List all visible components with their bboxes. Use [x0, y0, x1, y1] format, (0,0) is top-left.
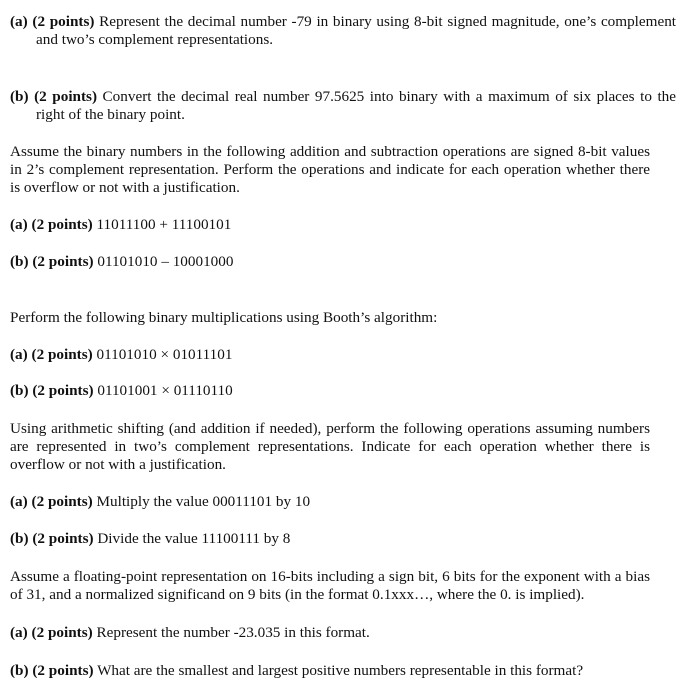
question-1b	[10, 88, 676, 124]
question-label: (a)	[10, 624, 28, 641]
question-label: (a)	[10, 216, 28, 233]
question-2b	[10, 253, 650, 271]
question-points: (2 points)	[31, 493, 93, 510]
question-label: (b)	[10, 253, 29, 270]
question-points: (2 points)	[31, 346, 93, 363]
question-text: Multiply the value 00011101 by 10	[96, 493, 311, 510]
question-points: (2 points)	[32, 530, 94, 547]
section-5-intro: Assume a floating-point representation on 16-bits including a sign bit, 6 bits for the exponent with a bias of 31, and a normalized significand on 9 bits (in the format 0.1xxx…, where the 0. is implied).	[10, 568, 650, 603]
question-points: (2 points)	[32, 382, 94, 399]
question-text: What are the smallest and largest positive numbers representable in this format?	[97, 662, 584, 679]
question-points: (2 points)	[32, 13, 95, 30]
question-label: (b)	[10, 88, 29, 105]
question-5a	[10, 624, 650, 642]
question-2a	[10, 216, 650, 234]
question-3b	[10, 382, 650, 400]
question-text: 11011100 + 11100101	[96, 216, 232, 233]
section-4-intro: Using arithmetic shifting (and addition if needed), perform the following operations assuming numbers are represented in two’s complement representations. Indicate for each operation whether there is overflow or not with a justification.	[10, 420, 650, 473]
section-2-intro: Assume the binary numbers in the following addition and subtraction operations are signed 8-bit values in 2’s complement representation. Perform the operations and indicate for each operation whether there is overflow or not with a justification.	[10, 143, 650, 196]
question-5b	[10, 662, 650, 680]
question-points: (2 points)	[31, 216, 93, 233]
question-label: (b)	[10, 382, 29, 399]
question-points: (2 points)	[32, 662, 94, 679]
question-text: 01101001 × 01110110	[97, 382, 233, 399]
question-4a	[10, 493, 650, 511]
question-text: 01101010 × 01011101	[96, 346, 233, 363]
question-text: Represent the decimal number -79 in binary using 8-bit signed magnitude, one’s complement and two’s complement representations.	[36, 13, 677, 48]
question-label: (a)	[10, 346, 28, 363]
question-label: (b)	[10, 530, 29, 547]
question-text: 01101010 – 10001000	[97, 253, 234, 270]
question-points: (2 points)	[31, 624, 93, 641]
question-label: (b)	[10, 662, 29, 679]
question-1a	[10, 13, 676, 49]
question-points: (2 points)	[34, 88, 98, 105]
question-3a	[10, 346, 650, 364]
question-text: Represent the number -23.035 in this format.	[96, 624, 370, 641]
section-3-intro: Perform the following binary multiplications using Booth’s algorithm:	[10, 309, 438, 326]
question-text: Convert the decimal real number 97.5625 into binary with a maximum of six places to the right of the binary point.	[36, 88, 676, 123]
question-label: (a)	[10, 13, 28, 30]
question-points: (2 points)	[32, 253, 94, 270]
question-4b	[10, 530, 650, 548]
question-text: Divide the value 11100111 by 8	[97, 530, 291, 547]
question-label: (a)	[10, 493, 28, 510]
